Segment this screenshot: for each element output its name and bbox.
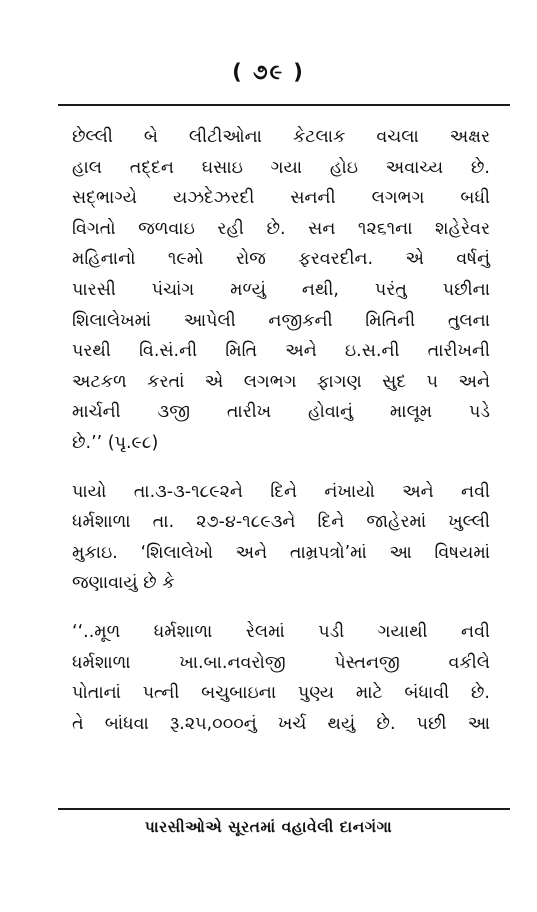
text-line: શિલાલેખમાં આપેલી નજીકની મિતિની તુલના bbox=[72, 310, 490, 331]
text-line: હાલ તદ્દન ઘસાઇ ગયા હોઇ અવાચ્ય છે. bbox=[72, 157, 490, 178]
running-footer-title: પારસીઓએ સૂરતમાં વહાવેલી દાનગંગા bbox=[144, 818, 393, 836]
text-line: છે.’’ (પૃ.૯૮) bbox=[72, 432, 159, 453]
text-line: અટકળ કરતાં એ લગભગ ફાગણ સુદ ૫ અને bbox=[72, 371, 490, 392]
text-line: સદ્ભાગ્યે યઝદેઝરદી સનની લગભગ બધી bbox=[72, 188, 490, 209]
paragraph-gap bbox=[72, 459, 490, 477]
text-line: પરથી વિ.સં.ની મિતિ અને ઇ.સ.ની તારીખની bbox=[72, 341, 490, 362]
text-line: પોતાનાં પત્ની બચુબાઇના પુણ્ય માટે બંધાવી છે. bbox=[72, 683, 490, 704]
text-line: વિગતો જળવાઇ રહી છે. સન ૧૨૬૧ના શહેરેવર bbox=[72, 218, 490, 239]
paragraph-quote-inscription bbox=[72, 122, 490, 459]
header-rule bbox=[58, 104, 510, 106]
paragraph-gap bbox=[72, 599, 490, 617]
text-line: ‘‘..મૂળ ધર્મશાળા રેલમાં પડી ગયાથી નવી bbox=[72, 621, 490, 642]
text-line: ધર્મશાળા તા. ૨૭-૪-૧૮૯૩ને દિને જાહેરમાં ખુલ્લી bbox=[72, 512, 490, 533]
text-line: મુકાઇ. ‘શિલાલેખો અને તામ્રપત્રો’માં આ વિષયમાં bbox=[72, 542, 490, 563]
text-line: તે બાંધવા રૂ.૨૫,૦૦૦નું ખર્ચ થયું છે. પછી આ bbox=[72, 713, 490, 734]
page-body bbox=[72, 122, 490, 739]
page-number: ( ૭૯ ) bbox=[232, 60, 305, 84]
text-line: પાયો તા.૩-૩-૧૮૯૨ને દિને નંખાયો અને નવી bbox=[72, 481, 490, 502]
footer-rule bbox=[58, 808, 510, 810]
paragraph-foundation bbox=[72, 477, 490, 599]
text-line: પારસી પંચાંગ મળ્યું નથી, પરંતુ પછીના bbox=[72, 279, 490, 300]
text-line: જણાવાયું છે કે bbox=[72, 573, 175, 594]
text-line: છેલ્લી બે લીટીઓના કેટલાક વચલા અક્ષર bbox=[72, 127, 490, 147]
text-line: મહિનાનો ૧૯મો રોજ ફરવરદીન. એ વર્ષનું bbox=[72, 249, 490, 270]
paragraph-quote-dharamshala bbox=[72, 617, 490, 739]
text-line: ધર્મશાળા ખા.બા.નવરોજી પેસ્તનજી વકીલે bbox=[72, 652, 490, 673]
text-line: માર્ચની ૩જી તારીખ હોવાનું માલૂમ પડે bbox=[72, 402, 490, 423]
